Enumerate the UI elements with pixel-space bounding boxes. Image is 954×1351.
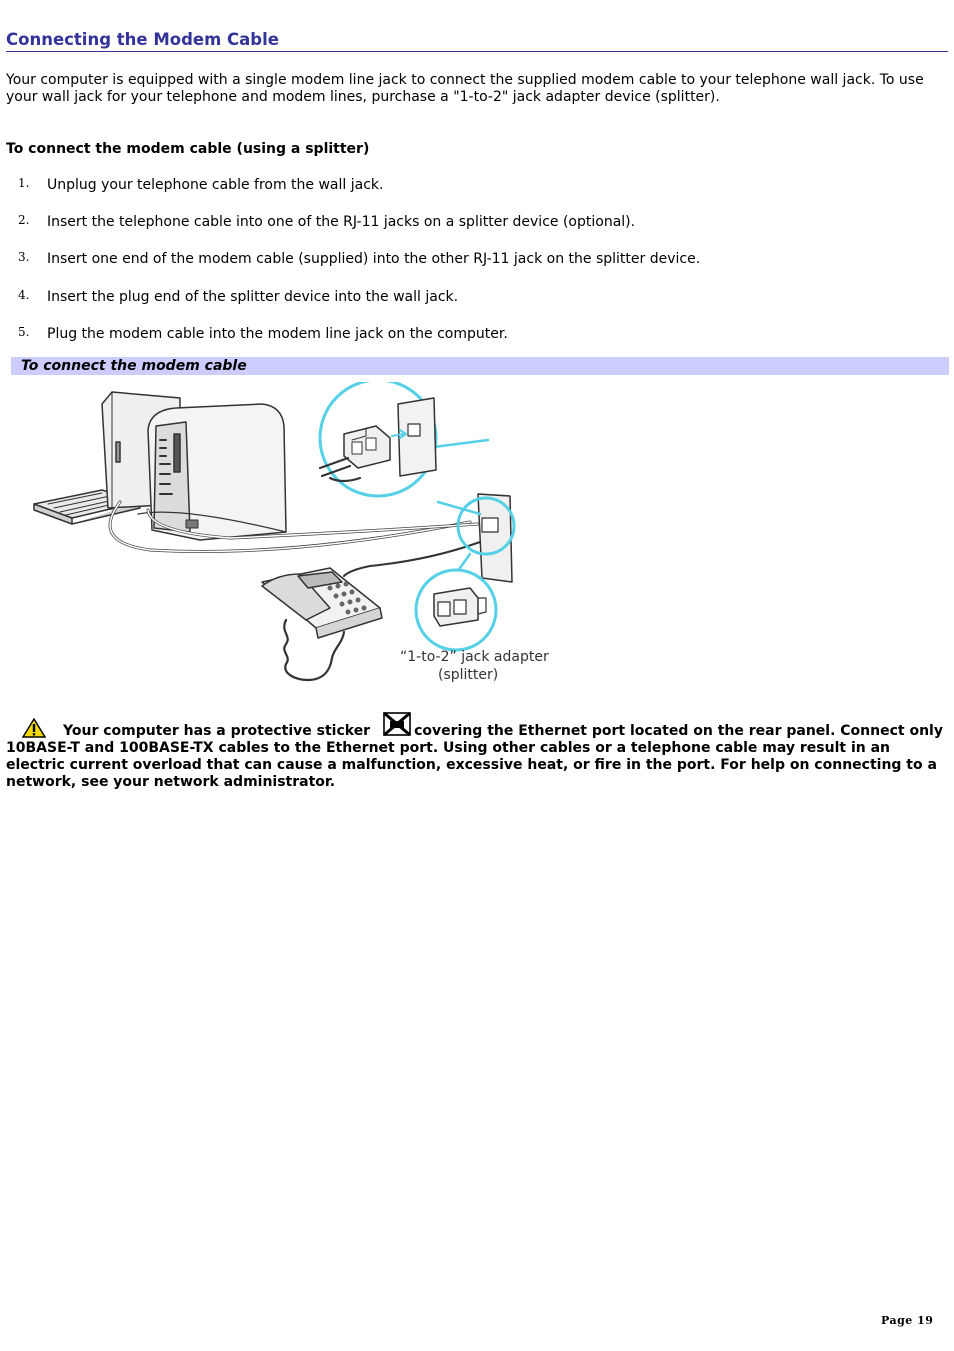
step-text: Insert the plug end of the splitter device into the wall jack.	[47, 289, 459, 305]
step-number: 4.	[18, 288, 30, 302]
caution-note	[6, 723, 948, 791]
step-number: 1.	[18, 176, 30, 190]
note-text-after-icon: covering the Ethernet port located on the rear panel. Connect only 10BASE-T and 100BASE-TX cables to the Ethernet port. Using other cables or a telephone cable may result in an electric current overload that can cause a malfunction, excessive heat, or fire in the port. For help on connecting to a network, see your network administrator.	[6, 723, 943, 790]
step-text: Plug the modem cable into the modem line jack on the computer.	[47, 326, 508, 342]
page-number: Page 19	[881, 1314, 934, 1327]
modem-connection-illustration	[30, 382, 560, 692]
step-text: Insert one end of the modem cable (supplied) into the other RJ-11 jack on the splitter device.	[47, 251, 701, 267]
step-number: 5.	[18, 325, 30, 339]
figure-caption-band	[11, 357, 949, 375]
note-text-before-icon: Your computer has a protective sticker	[63, 723, 371, 739]
splitter-label-line1: “1-to-2” jack adapter	[400, 649, 549, 665]
step-number: 2.	[18, 213, 30, 227]
figure-caption: To connect the modem cable	[21, 358, 247, 374]
splitter-callout-top	[320, 382, 488, 514]
procedure-title: To connect the modem cable (using a splitter)	[6, 141, 370, 157]
splitter-label-line2: (splitter)	[438, 667, 499, 683]
main-unit-drawing	[138, 404, 286, 540]
step-text: Unplug your telephone cable from the wall jack.	[47, 177, 384, 193]
page-title: Connecting the Modem Cable	[6, 30, 948, 52]
step-number: 3.	[18, 250, 30, 264]
intro-paragraph: Your computer is equipped with a single modem line jack to connect the supplied modem cable to your telephone wall jack. To use your wall jack for your telephone and modem lines, purchase a "1-to-2" jack adapter device (splitter).	[6, 72, 924, 105]
step-text: Insert the telephone cable into one of the RJ-11 jacks on a splitter device (optional).	[47, 214, 636, 230]
